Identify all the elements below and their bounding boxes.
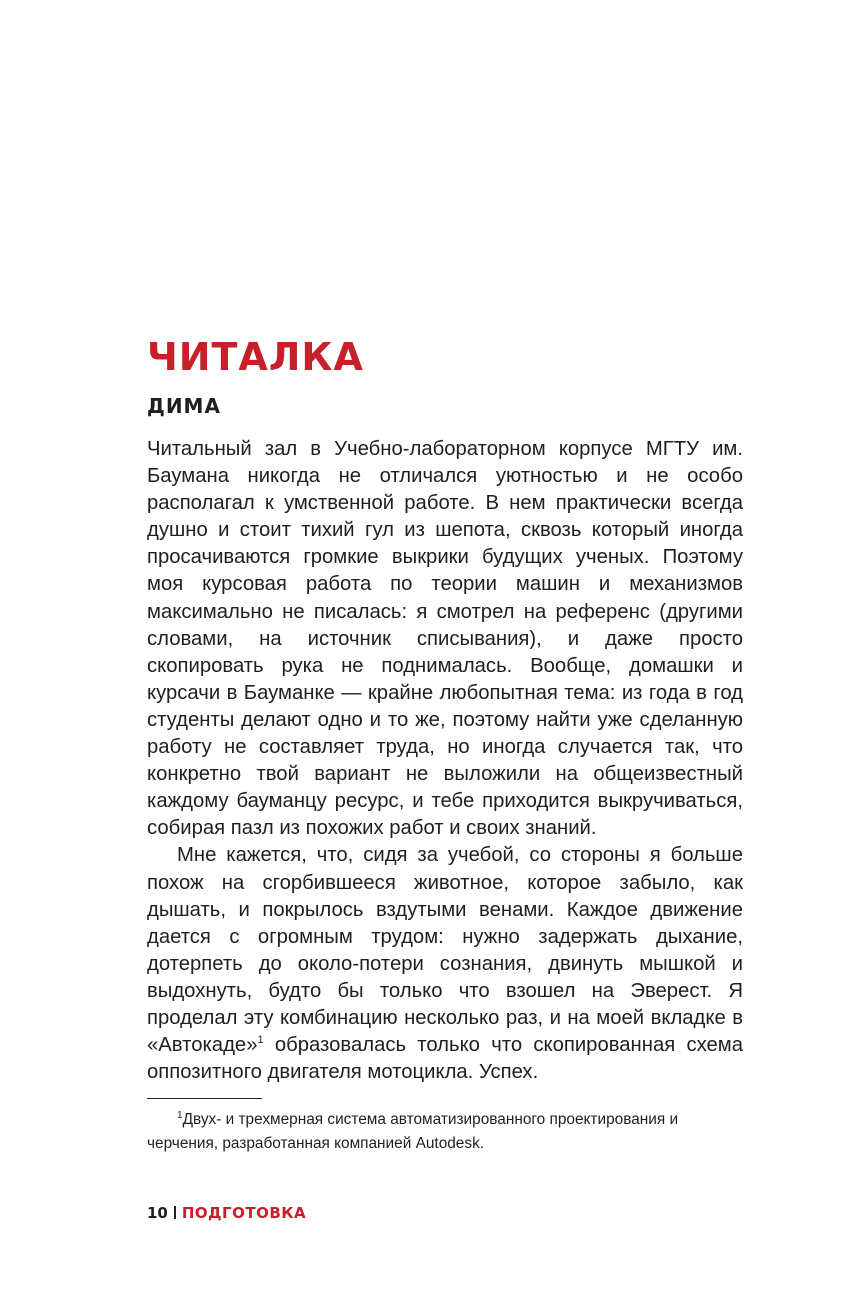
- body-text: [147, 436, 743, 1086]
- footnote-reference[interactable]: 1: [257, 1034, 264, 1047]
- paragraph-2: [147, 842, 743, 1086]
- running-footer: [147, 1206, 306, 1221]
- footnote: [147, 1108, 745, 1156]
- footer-separator: [174, 1206, 176, 1219]
- page-number: 10: [147, 1204, 168, 1222]
- chapter-author: ДИМА: [147, 394, 221, 418]
- paragraph-1: Читальный зал в Учебно-лабораторном корпусе МГТУ им. Баумана никогда не отличался уютностью и не особо располагал к умственной работе. В нем практически всегда душно и стоит тихий гул из шепота, сквозь который иногда просачиваются громкие выкрики будущих ученых. Поэтому моя курсовая работа по теории машин и механизмов максимально не писалась: я смотрел на референс (другими словами, на источник списывания), и даже просто скопировать рука не поднималась. Вообще, домашки и курсачи в Бауманке — крайне любопытная тема: из года в год студенты делают одно и то же, поэтому найти уже сделанную работу не составляет труда, но иногда случается так, что конкретно твой вариант не выложили на общеизвестный каждому бауманцу ресурс, и тебе приходится выкручиваться, собирая пазл из похожих работ и своих знаний.: [147, 438, 743, 840]
- footnote-number: 1: [177, 1109, 183, 1121]
- footnote-divider: [147, 1098, 262, 1099]
- section-name: ПОДГОТОВКА: [181, 1204, 307, 1222]
- paragraph-2-text-before: Мне кажется, что, сидя за учебой, со стороны я больше похож на сгорбившееся животное, которое забыло, как дышать, и покрылось вздутыми венами. Каждое движение дается с огромным трудом: нужно задержать дыхание, дотерпеть до около-потери сознания, двинуть мышкой и выдохнуть, будто бы только что взошел на Эверест. Я проделал эту комбинацию несколько раз, и на моей вкладке в «Автокаде»: [147, 844, 743, 1057]
- paragraph-2-text-after: образовалась только что скопированная схема оппозитного двигателя мотоцикла. Успех.: [147, 1034, 743, 1084]
- footnote-text: Двух- и трехмерная система автоматизированного проектирования и черчения, разработанная компанией Autodesk.: [147, 1111, 679, 1152]
- chapter-title: ЧИТАЛКА: [147, 335, 364, 379]
